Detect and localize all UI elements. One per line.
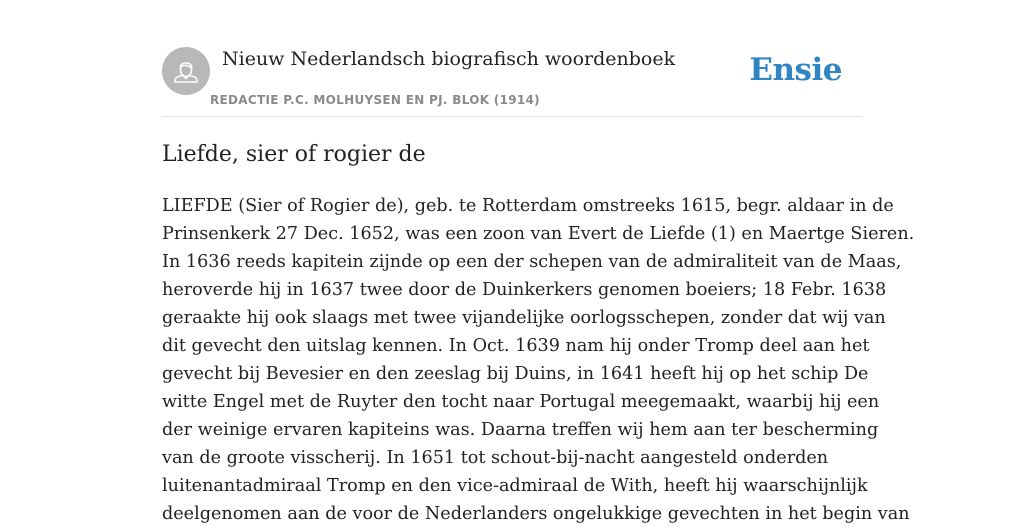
article-line: Prinsenkerk 27 Dec. 1652, was een zoon van Evert de Liefde (1) en Maertge Sieren. [162, 224, 915, 244]
user-silhouette-icon [162, 47, 210, 95]
article-line: heroverde hij in 1637 twee door de Duinkerkers genomen boeiers; 18 Febr. 1638 [162, 280, 887, 300]
article-body [162, 192, 915, 528]
article-line: LIEFDE (Sier of Rogier de), geb. te Rotterdam omstreeks 1615, begr. aldaar in de [162, 196, 894, 216]
ensie-logo[interactable]: Ensie [749, 52, 842, 88]
article-line: witte Engel met de Ruyter den tocht naar Portugal meegemaakt, waarbij hij een [162, 392, 880, 412]
article-line: In 1636 reeds kapitein zijnde op een der schepen van de admiraliteit van de Maas, [162, 252, 902, 272]
article-line: deelgenomen aan de voor de Nederlanders ongelukkige gevechten in het begin van [162, 504, 910, 524]
article-line: luitenantadmiraal Tromp en den vice-admiraal de With, heeft hij waarschijnlijk [162, 476, 868, 496]
article-line: van de groote visscherij. In 1651 tot schout-bij-nacht aangesteld onderden [162, 448, 829, 468]
article-line: dit gevecht den uitslag kennen. In Oct. 1639 nam hij onder Tromp deel aan het [162, 336, 870, 356]
article-line: der weinige ervaren kapiteins was. Daarna treffen wij hem aan ter bescherming [162, 420, 879, 440]
source-editors: REDACTIE P.C. MOLHUYSEN EN PJ. BLOK (1914) [210, 93, 540, 107]
source-header [162, 46, 862, 117]
source-title[interactable]: Nieuw Nederlandsch biografisch woordenboek [222, 48, 676, 70]
article-line: geraakte hij ook slaags met twee vijandelijke oorlogsschepen, zonder dat wij van [162, 308, 886, 328]
article-title: Liefde, sier of rogier de [162, 142, 426, 167]
article-line: gevecht bij Bevesier en den zeeslag bij Duins, in 1641 heeft hij op het schip De [162, 364, 869, 384]
